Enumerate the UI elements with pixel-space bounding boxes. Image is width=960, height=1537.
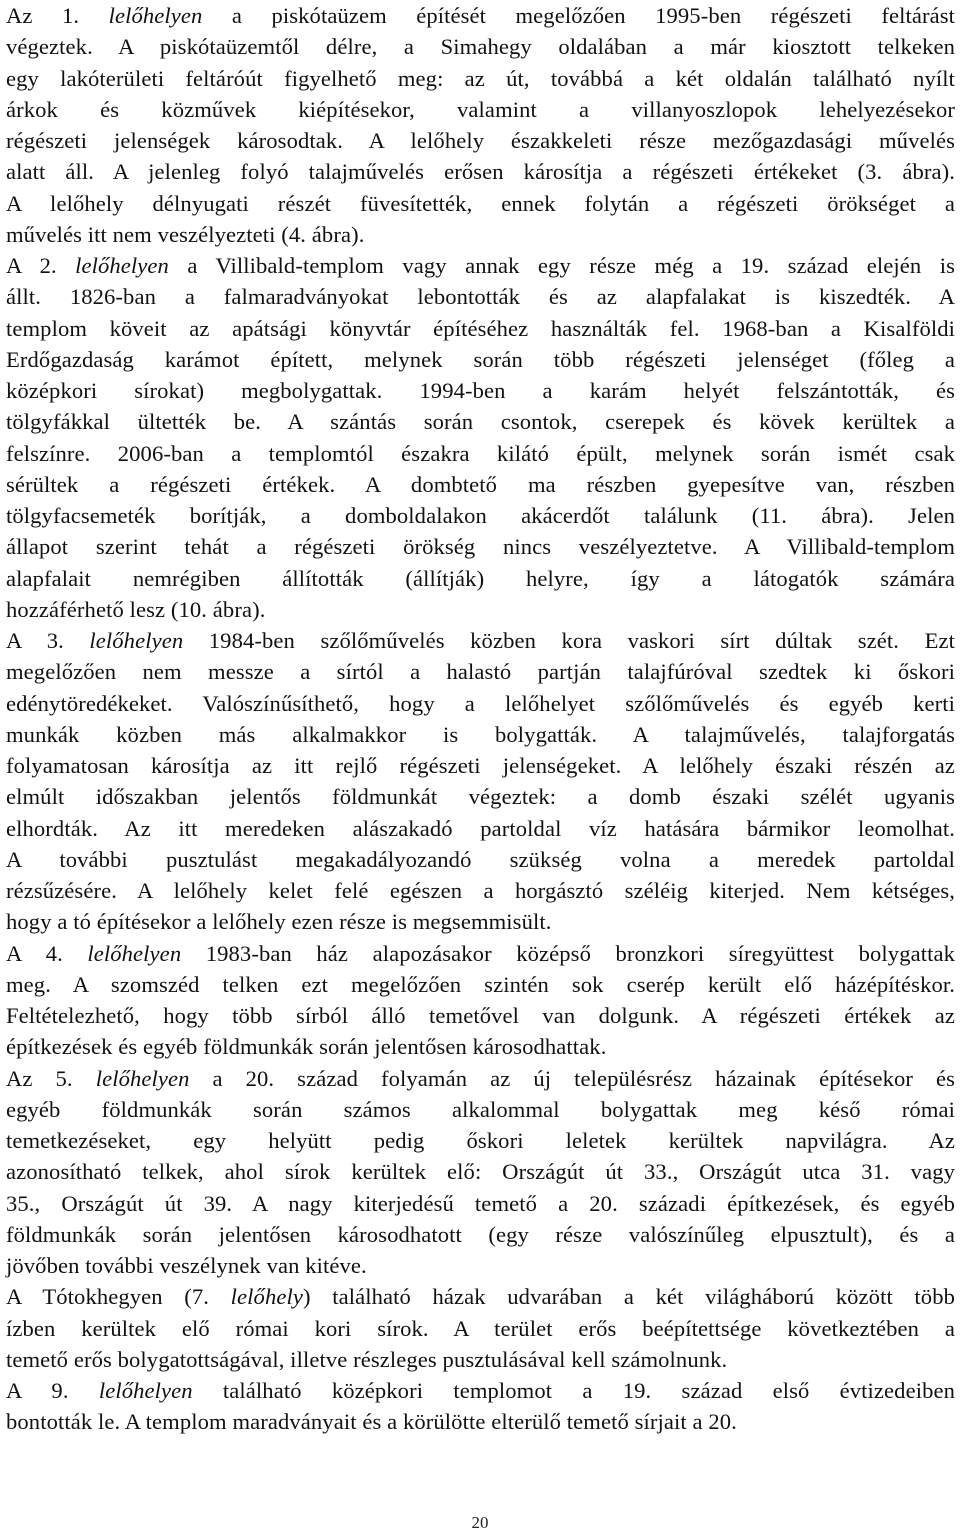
text-run: folyamatosan károsítja az itt rejlő régészeti jelenségeket. A lelőhely északi részén az [6,753,955,778]
paragraph [6,938,955,1063]
text-run: munkák közben más alkalmakkor is bolygatták. A talajművelés, talajforgatás [6,721,955,747]
page-number: 20 [471,1513,489,1532]
italic-term: lelőhelyen [108,3,203,28]
text-line [6,375,955,406]
text-line [6,719,955,750]
italic-term: lelőhelyen [75,253,169,278]
text-run: bontották le. A templom maradványait és a körülötte elterülő temető sírjait a 20. [6,1409,737,1435]
text-line [6,531,955,562]
text-line [6,781,955,812]
paragraph [6,250,955,625]
text-line [6,1406,955,1437]
text-run: Az 5. [6,1065,96,1091]
text-line [6,1281,955,1312]
text-run: felszínre. 2006-ban a templomtól északra kilátó épült, melynek során ismét csak [6,440,955,466]
italic-term: lelőhelyen [95,1065,190,1091]
text-line [6,500,955,531]
text-run: állapot szerint tehát a régészeti örökség nincs veszélyeztetve. A Villibald-templom [6,534,955,560]
text-line [6,1219,955,1250]
text-line [6,1344,955,1375]
text-run: A 2. [6,253,76,278]
text-run: meg. A szomszéd telken ezt megelőzően szintén sok cserép került elő házépítéskor. [6,971,955,997]
text-line [6,1063,955,1094]
paragraph [6,0,955,250]
body-text [6,0,955,1438]
text-line [6,1250,955,1281]
italic-term: lelőhelyen [87,940,182,966]
text-run: Az 1. [6,3,109,28]
text-run: azonosítható telkek, ahol sírok kerültek elő: Országút út 33., Országút utca 31. vagy [6,1159,955,1185]
text-line [6,750,955,781]
text-line [6,156,955,187]
text-line [6,1125,955,1156]
text-run: jövőben további veszélynek van kitéve. [6,1253,367,1278]
text-line [6,1000,955,1031]
text-run: hogy a tó építésekor a lelőhely ezen része is megsemmisült. [6,909,552,935]
text-line [6,813,955,844]
text-line [6,438,955,469]
text-line [6,938,955,969]
text-run: A 3. [6,628,90,653]
text-line [6,625,955,656]
text-run: ) található házak udvarában a két világháború között több [302,1284,955,1310]
text-run: rézsűzésére. A lelőhely kelet felé egészen a horgásztó széléig kiterjed. Nem kétséges, [6,878,955,903]
text-run: földmunkák során jelentősen károsodhatott (egy része valószínűleg elpusztult), és a [6,1221,955,1247]
text-run: A 9. [6,1378,99,1403]
text-run: tölgyfákkal ültették be. A szántás során csontok, cserepek és kövek kerültek a [6,409,955,435]
text-run: művelés itt nem veszélyezteti (4. ábra). [6,221,365,247]
text-line [6,94,955,125]
text-run: templom köveit az apátsági könyvtár építéséhez használták fel. 1968-ban a Kisalföldi [6,315,955,341]
paragraph [6,1281,955,1375]
text-line [6,188,955,219]
text-line [6,656,955,687]
text-line [6,406,955,437]
text-line [6,1375,955,1406]
text-run: a 20. század folyamán az új településrész házainak építésekor és [189,1065,955,1091]
text-line [6,313,955,344]
text-run: árkok és közművek kiépítésekor, valamint a villanyoszlopok lehelyezésekor [6,96,955,122]
text-line [6,1094,955,1125]
text-line [6,1156,955,1187]
text-line [6,469,955,500]
text-run: sérültek a régészeti értékek. A dombtető ma részben gyepesítve van, részben [6,471,955,497]
text-run: alatt áll. A jelenleg folyó talajművelés erősen károsítja a régészeti értékeket (3. ábra). [6,159,955,185]
text-run: építkezések és egyéb földmunkák során jelentősen károsodhattak. [6,1034,607,1060]
text-run: temetkezéseket, egy helyütt pedig őskori leletek kerültek napvilágra. Az [6,1128,955,1153]
text-run: 1984-ben szőlőművelés közben kora vaskori sírt dúltak szét. Ezt [183,628,955,653]
text-run: A 4. [6,940,88,966]
text-run: egyéb földmunkák során számos alkalommal bolygattak meg késő római [6,1096,955,1122]
text-line [6,969,955,1000]
text-run: tölgyfacsemeték borítják, a domboldalakon akácerdőt találunk (11. ábra). Jelen [6,503,955,528]
paragraph [6,1063,955,1282]
text-run: alapfalait nemrégiben állították (állítják) helyre, így a látogatók számára [6,565,955,591]
text-run: elhordták. Az itt meredeken alászakadó partoldal víz hatására bármikor leomolhat. [6,815,955,841]
text-run: megelőzően nem messze a sírtól a halastó partján talajfúróval szedtek ki őskori [6,659,955,685]
text-line [6,844,955,875]
text-run: egy lakóterületi feltáróút figyelhető meg: az út, továbbá a két oldalán található nyílt [6,65,955,91]
text-run: A további pusztulást megakadályozandó szükség volna a meredek partoldal [6,846,955,872]
text-line [6,906,955,937]
text-run: régészeti jelenségek károsodtak. A lelőhely északkeleti része mezőgazdasági művelés [6,128,955,153]
text-line [6,63,955,94]
text-line [6,688,955,719]
italic-term: lelőhelyen [98,1378,193,1403]
text-line [6,219,955,250]
text-line [6,594,955,625]
text-run: a piskótaüzem építését megelőzően 1995-ben régészeti feltárást [202,3,955,28]
text-line [6,1188,955,1219]
paragraph [6,1375,955,1438]
text-line [6,344,955,375]
text-line [6,250,955,281]
text-run: a Villibald-templom vagy annak egy része még a 19. század elején is [168,253,955,278]
text-line [6,875,955,906]
text-run: elmúlt időszakban jelentős földmunkát végeztek: a domb északi szélét ugyanis [6,784,955,810]
text-run: Feltételezhető, hogy több sírból álló temetővel van dolgunk. A régészeti értékek az [6,1003,955,1028]
text-run: 35., Országút út 39. A nagy kiterjedésű temető a 20. századi építkezések, és egyéb [6,1190,955,1216]
text-run: edénytöredékeket. Valószínűsíthető, hogy a lelőhelyet szőlőművelés és egyéb kerti [6,690,955,716]
paragraph [6,625,955,938]
text-line [6,1313,955,1344]
text-run: temető erős bolygatottságával, illetve részleges pusztulásával kell számolnunk. [6,1346,728,1372]
text-run: középkori sírokat) megbolygattak. 1994-ben a karám helyét felszántották, és [6,378,955,403]
text-run: Erdőgazdaság karámot épített, melynek során több régészeti jelenséget (főleg a [6,346,955,372]
text-line [6,0,955,31]
text-line [6,125,955,156]
text-line [6,1031,955,1062]
text-run: állt. 1826-ban a falmaradványokat lebontották és az alapfalakat is kiszedték. A [6,284,955,310]
text-run: található középkori templomot a 19. század első évtizedeiben [192,1378,955,1403]
text-line [6,281,955,312]
text-line [6,563,955,594]
text-run: hozzáférhető lesz (10. ábra). [6,596,266,622]
text-run: 1983-ban ház alapozásakor középső bronzkori síregyüttest bolygattak [181,940,956,966]
italic-term: lelőhelyen [89,628,184,653]
text-run: A lelőhely délnyugati részét füvesítették, ennek folytán a régészeti örökséget a [6,190,955,216]
text-line [6,31,955,62]
text-run: A Tótokhegyen (7. [6,1284,231,1310]
text-run: ízben kerültek elő római kori sírok. A terület erős beépítettsége következtében a [6,1315,955,1341]
text-run: végeztek. A piskótaüzemtől délre, a Simahegy oldalában a már kiosztott telkeken [6,34,955,60]
italic-term: lelőhely [230,1284,303,1310]
